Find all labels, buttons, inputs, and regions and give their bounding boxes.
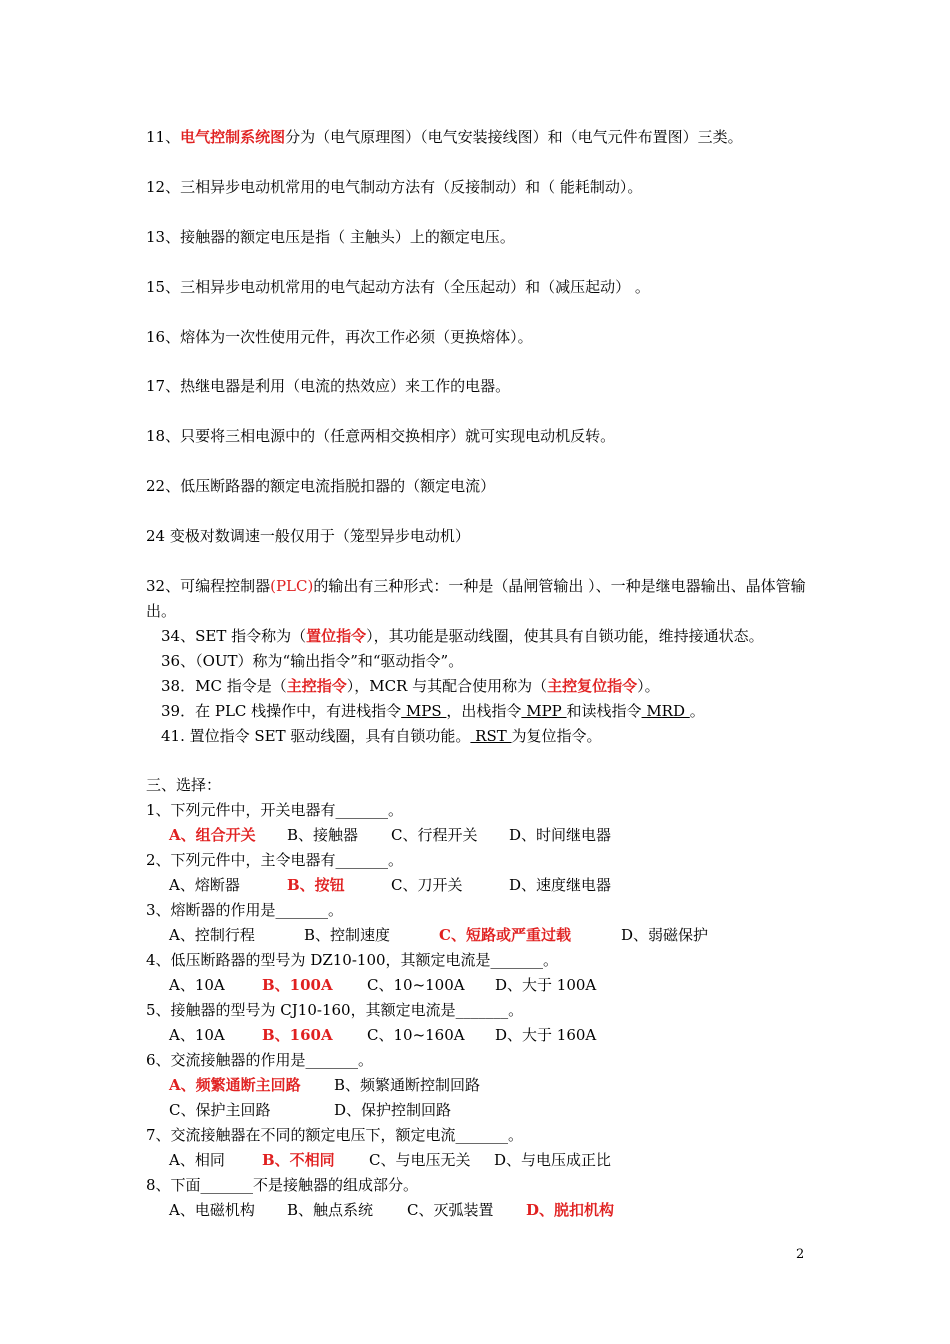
page-number: 2 <box>796 1247 805 1262</box>
choice-option: D、大于 100A <box>495 976 597 994</box>
choice-option: C、灭弧装置 <box>407 1201 494 1219</box>
section-title: 三、选择： <box>146 776 222 794</box>
correct-option: D、脱扣机构 <box>526 1201 615 1219</box>
choice-option: B、接触器 <box>287 826 359 844</box>
choice-question: 4、低压断路器的型号为 DZ10-100，其额定电流是_______。 <box>146 951 559 969</box>
choice-option: C、与电压无关 <box>369 1151 471 1169</box>
choice-option: A、熔断器 <box>169 876 240 894</box>
choice-option: C、保护主回路 <box>169 1101 271 1119</box>
fill-item-41: 41. 置位指令 SET 驱动线圈，具有自锁功能。 RST 为复位指令。 <box>161 727 602 745</box>
fill-item-18: 18、只要将三相电源中的（任意两相交换相序）就可实现电动机反转。 <box>146 427 616 445</box>
highlighted-term: 主控复位指令 <box>547 677 638 695</box>
choice-option: D、与电压成正比 <box>494 1151 612 1169</box>
fill-item-32-continued: 出。 <box>146 602 177 620</box>
choice-option: A、电磁机构 <box>169 1201 255 1219</box>
underlined-answer: MRD <box>641 702 690 720</box>
fill-item-16: 16、熔体为一次性使用元件，再次工作必须（更换熔体）。 <box>146 328 533 346</box>
fill-item-11: 11、电气控制系统图分为（电气原理图）（电气安装接线图）和（电气元件布置图）三类。 <box>146 128 743 146</box>
choice-option: B、控制速度 <box>304 926 391 944</box>
choice-option: D、速度继电器 <box>509 876 612 894</box>
choice-option: D、弱磁保护 <box>621 926 709 944</box>
highlighted-term: 主控指令 <box>286 677 347 695</box>
fill-item-32: 32、可编程控制器(PLC)的输出有三种形式：一种是（晶闸管输出 ）、一种是继电器输出、晶体管输 <box>146 577 806 595</box>
correct-option: B、100A <box>262 976 333 994</box>
underlined-answer: RST <box>470 727 512 745</box>
correct-option: A、频繁通断主回路 <box>169 1076 301 1094</box>
choice-option: B、触点系统 <box>287 1201 374 1219</box>
choice-question: 1、下列元件中，开关电器有_______。 <box>146 801 404 819</box>
choice-option: C、行程开关 <box>391 826 478 844</box>
fill-item-39: 39．在 PLC 栈操作中，有进栈指令 MPS ，出栈指令 MPP 和读栈指令 MRD 。 <box>161 702 705 720</box>
choice-question: 8、下面_______不是接触器的组成部分。 <box>146 1176 419 1194</box>
highlighted-term: (PLC) <box>270 577 314 595</box>
choice-option: A、控制行程 <box>169 926 255 944</box>
fill-item-13: 13、接触器的额定电压是指（ 主触头）上的额定电压。 <box>146 228 515 246</box>
choice-option: A、相同 <box>169 1151 225 1169</box>
correct-option: B、按钮 <box>287 876 345 894</box>
choice-question: 6、交流接触器的作用是_______。 <box>146 1051 374 1069</box>
fill-item-12: 12、三相异步电动机常用的电气制动方法有（反接制动）和（ 能耗制动）。 <box>146 178 643 196</box>
choice-option: A、10A <box>169 1026 225 1044</box>
choice-option: C、10~100A <box>367 976 465 994</box>
choice-option: D、时间继电器 <box>509 826 612 844</box>
correct-option: A、组合开关 <box>169 826 256 844</box>
choice-option: D、大于 160A <box>495 1026 597 1044</box>
choice-option: B、频繁通断控制回路 <box>334 1076 481 1094</box>
correct-option: B、不相同 <box>262 1151 335 1169</box>
choice-option: A、10A <box>169 976 225 994</box>
choice-option: C、10~160A <box>367 1026 465 1044</box>
choice-question: 5、接触器的型号为 CJ10-160，其额定电流是_______。 <box>146 1001 524 1019</box>
fill-item-36: 36、（OUT）称为“输出指令”和“驱动指令”。 <box>161 652 464 670</box>
choice-question: 7、交流接触器在不同的额定电压下，额定电流_______。 <box>146 1126 524 1144</box>
choice-option: C、刀开关 <box>391 876 463 894</box>
fill-item-24: 24 变极对数调速一般仅用于（笼型异步电动机） <box>146 527 470 545</box>
correct-option: C、短路或严重过载 <box>439 926 571 944</box>
fill-item-17: 17、热继电器是利用（电流的热效应）来工作的电器。 <box>146 377 511 395</box>
fill-item-38: 38．MC 指令是（主控指令），MCR 与其配合使用称为（主控复位指令）。 <box>161 677 660 695</box>
choice-question: 2、下列元件中，主令电器有_______。 <box>146 851 404 869</box>
highlighted-term: 置位指令 <box>306 627 367 645</box>
fill-item-34: 34、SET 指令称为（置位指令），其功能是驱动线圈，使其具有自锁功能，维持接通状态。 <box>161 627 764 645</box>
underlined-answer: MPP <box>521 702 567 720</box>
choice-option: D、保护控制回路 <box>334 1101 452 1119</box>
underlined-answer: MPS <box>401 702 447 720</box>
fill-item-22: 22、低压断路器的额定电流指脱扣器的（额定电流） <box>146 477 496 495</box>
correct-option: B、160A <box>262 1026 333 1044</box>
fill-item-15: 15、三相异步电动机常用的电气起动方法有（全压起动）和（减压起动） 。 <box>146 278 650 296</box>
choice-question: 3、熔断器的作用是_______。 <box>146 901 344 919</box>
highlighted-term: 电气控制系统图 <box>180 128 286 146</box>
